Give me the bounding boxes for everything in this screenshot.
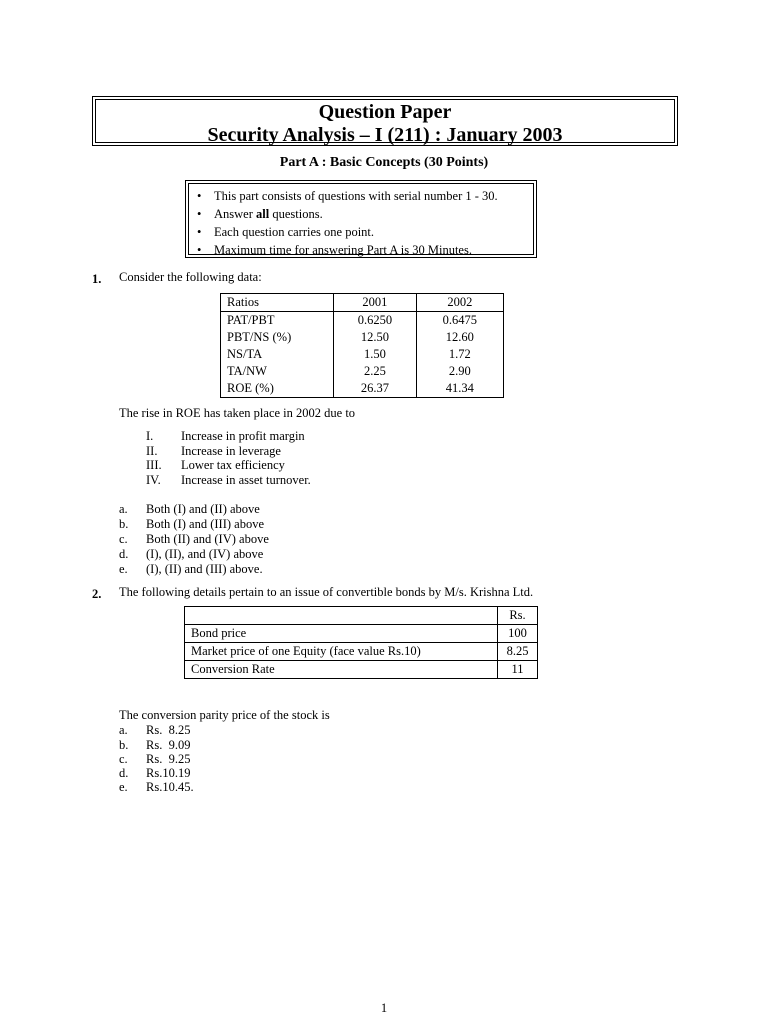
answer-option: b. Rs. 9.09 bbox=[119, 738, 191, 752]
table-cell: 2.25 bbox=[334, 363, 417, 380]
answer-option: e. (I), (II) and (III) above. bbox=[119, 562, 263, 576]
instruction-item: • Maximum time for answering Part A is 30 Minutes. bbox=[197, 243, 472, 257]
table-row bbox=[221, 312, 504, 330]
table-cell: Market price of one Equity (face value Rs.10) bbox=[185, 643, 498, 661]
table-cell: 12.50 bbox=[334, 329, 417, 346]
table-cell: TA/NW bbox=[221, 363, 334, 380]
answer-option: d. (I), (II), and (IV) above bbox=[119, 547, 264, 561]
table-header-row bbox=[185, 607, 538, 625]
question-2-stem: The following details pertain to an issue of convertible bonds by M/s. Krishna Ltd. bbox=[119, 585, 534, 599]
table-row bbox=[221, 363, 504, 380]
answer-option: b. Both (I) and (III) above bbox=[119, 517, 265, 531]
bullet-icon: • bbox=[197, 207, 202, 221]
table-header-cell: 2002 bbox=[416, 294, 503, 312]
emphasis-text: all bbox=[256, 207, 270, 221]
answer-option: a. Rs. 8.25 bbox=[119, 723, 191, 737]
table-cell: 11 bbox=[498, 661, 538, 679]
table-cell: 12.60 bbox=[445, 330, 474, 344]
instructions-box bbox=[185, 180, 537, 258]
answer-option: c. Rs. 9.25 bbox=[119, 752, 191, 766]
question-2-followup: The conversion parity price of the stock is bbox=[119, 708, 330, 722]
table-header-row bbox=[221, 294, 504, 312]
instructions-box-inner-border bbox=[188, 183, 534, 255]
bond-details-table bbox=[184, 606, 538, 679]
instruction-item: • Answer all questions. bbox=[197, 207, 323, 221]
question-1-followup: The rise in ROE has taken place in 2002 due to bbox=[119, 406, 356, 420]
ratios-table bbox=[220, 293, 504, 398]
instruction-item: • This part consists of questions with serial number 1 - 30. bbox=[197, 189, 498, 203]
table-cell: ROE (%) bbox=[221, 380, 334, 398]
statement-item: I. Increase in profit margin bbox=[146, 429, 305, 443]
table-header-cell bbox=[185, 607, 498, 625]
table-row bbox=[185, 661, 538, 679]
table-cell: 41.34 bbox=[445, 381, 474, 395]
bullet-icon: • bbox=[197, 243, 202, 257]
table-cell: 8.25 bbox=[498, 643, 538, 661]
instructions-list bbox=[197, 187, 498, 259]
answer-option: e. Rs.10.45. bbox=[119, 780, 194, 794]
statement-item: IV. Increase in asset turnover. bbox=[146, 473, 311, 487]
table-cell: PAT/PBT bbox=[221, 312, 334, 330]
exam-subtitle: Security Analysis – I (211) : January 2003 bbox=[207, 124, 563, 146]
statement-item: III. Lower tax efficiency bbox=[146, 458, 285, 472]
page-title: Question Paper bbox=[318, 101, 452, 123]
table-cell: 100 bbox=[498, 625, 538, 643]
table-cell: NS/TA bbox=[221, 346, 334, 363]
table-cell: 2.90 bbox=[448, 364, 471, 378]
table-cell: 0.6250 bbox=[334, 312, 417, 330]
question-1-stem: Consider the following data: bbox=[119, 270, 262, 284]
table-cell: 26.37 bbox=[334, 380, 417, 398]
table-row bbox=[221, 329, 504, 346]
part-heading: Part A : Basic Concepts (30 Points) bbox=[279, 155, 489, 170]
title-box bbox=[92, 96, 678, 146]
bullet-icon: • bbox=[197, 189, 202, 203]
table-header-cell: 2001 bbox=[334, 294, 417, 312]
instruction-item: • Each question carries one point. bbox=[197, 225, 375, 239]
page-number: 1 bbox=[380, 1001, 388, 1015]
answer-option: d. Rs.10.19 bbox=[119, 766, 191, 780]
question-2-number: 2. bbox=[92, 587, 102, 601]
title-box-inner-border bbox=[95, 99, 675, 146]
table-cell: PBT/NS (%) bbox=[221, 329, 334, 346]
table-cell: 1.50 bbox=[334, 346, 417, 363]
question-1-number: 1. bbox=[92, 272, 102, 286]
answer-option: a. Both (I) and (II) above bbox=[119, 502, 260, 516]
answer-option: c. Both (II) and (IV) above bbox=[119, 532, 269, 546]
table-row bbox=[185, 643, 538, 661]
table-cell: Conversion Rate bbox=[185, 661, 498, 679]
table-header-cell: Ratios bbox=[221, 294, 334, 312]
table-cell: Bond price bbox=[185, 625, 498, 643]
table-cell: 0.6475 bbox=[442, 313, 478, 327]
table-row bbox=[221, 346, 504, 363]
bullet-icon: • bbox=[197, 225, 202, 239]
table-header-cell: Rs. bbox=[498, 607, 538, 625]
table-cell: 1.72 bbox=[448, 347, 471, 361]
table-row bbox=[185, 625, 538, 643]
statement-item: II. Increase in leverage bbox=[146, 444, 281, 458]
table-row bbox=[221, 380, 504, 398]
